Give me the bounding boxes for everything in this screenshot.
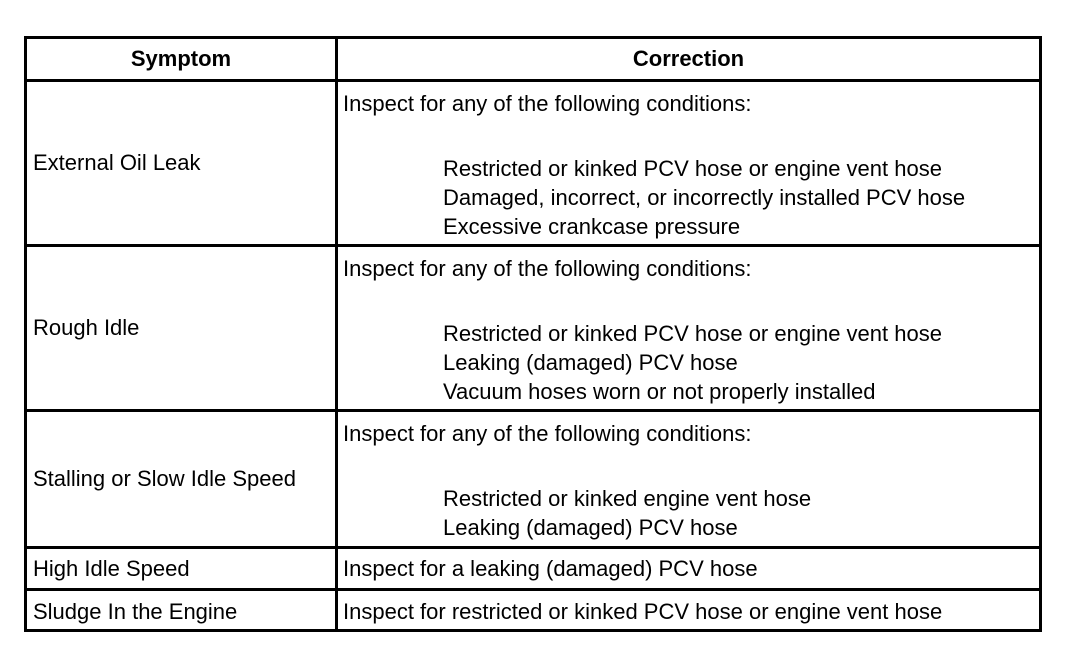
list-item: Vacuum hoses worn or not properly installed: [443, 379, 876, 404]
symptom-stalling: [27, 412, 338, 549]
correction-intro: Inspect for any of the following conditions:: [343, 91, 752, 116]
symptom-high-idle-speed: [27, 549, 338, 591]
symptom-label: Sludge In the Engine: [33, 598, 238, 624]
symptom-label: Rough Idle: [33, 315, 140, 340]
correction-text: Inspect for restricted or kinked PCV hose or engine vent hose: [343, 598, 943, 624]
condition-list: [443, 484, 811, 542]
correction-rough-idle: [338, 247, 1039, 412]
symptom-label: High Idle Speed: [33, 555, 190, 581]
correction-text: Inspect for a leaking (damaged) PCV hose: [343, 555, 758, 581]
correction-intro: Inspect for any of the following conditions:: [343, 256, 752, 281]
list-item: Restricted or kinked engine vent hose: [443, 486, 812, 511]
header-symptom: Symptom: [27, 39, 338, 82]
list-item: Damaged, incorrect, or incorrectly installed PCV hose: [443, 185, 966, 210]
list-item: Restricted or kinked PCV hose or engine vent hose: [443, 156, 942, 181]
symptom-correction-table: [24, 36, 1042, 632]
list-item: Restricted or kinked PCV hose or engine vent hose: [443, 321, 942, 346]
condition-list: [443, 154, 965, 241]
symptom-label: Stalling or Slow Idle Speed: [33, 466, 296, 491]
symptom-label: External Oil Leak: [33, 150, 201, 175]
condition-list: [443, 319, 942, 406]
correction-sludge: [338, 591, 1039, 632]
symptom-rough-idle: [27, 247, 338, 412]
list-item: Excessive crankcase pressure: [443, 214, 741, 239]
correction-intro: Inspect for any of the following conditions:: [343, 421, 752, 446]
correction-stalling: [338, 412, 1039, 549]
correction-external-oil-leak: [338, 82, 1039, 247]
header-correction: Correction: [338, 39, 1039, 82]
symptom-external-oil-leak: [27, 82, 338, 247]
symptom-sludge: [27, 591, 338, 632]
list-item: Leaking (damaged) PCV hose: [443, 350, 738, 375]
list-item: Leaking (damaged) PCV hose: [443, 515, 738, 540]
correction-high-idle-speed: [338, 549, 1039, 591]
